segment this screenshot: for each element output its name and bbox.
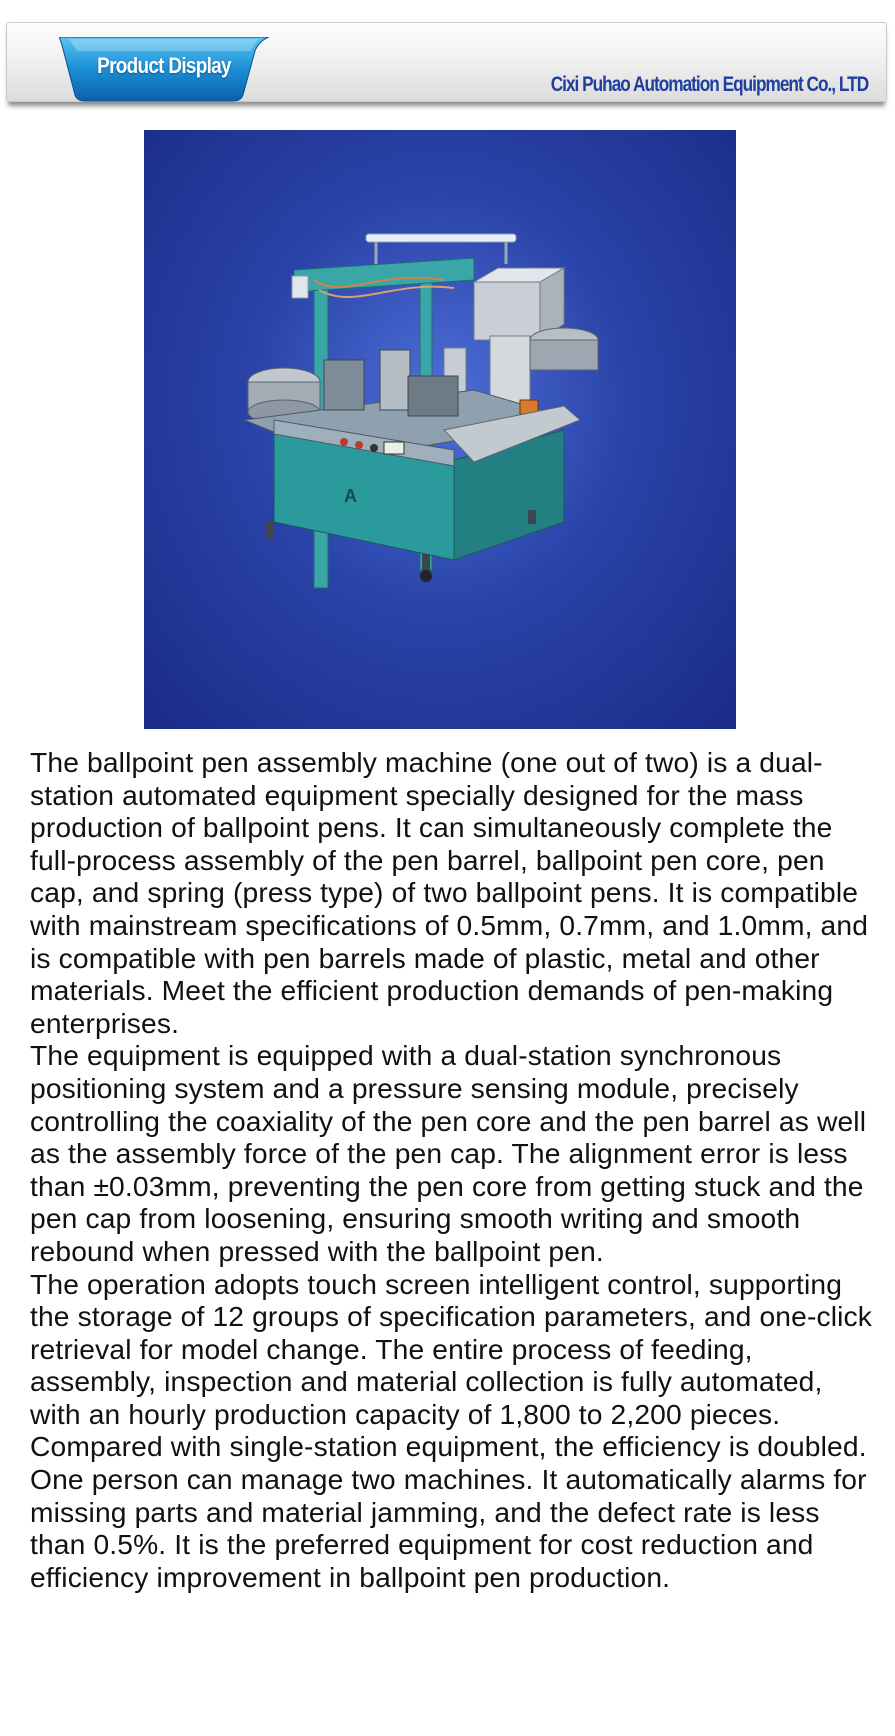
product-display-tab xyxy=(59,37,269,103)
product-image xyxy=(144,130,736,729)
svg-text:A: A xyxy=(344,486,357,506)
header-banner xyxy=(6,22,887,102)
tab-label: Product Display xyxy=(97,53,231,78)
company-name: Cixi Puhao Automation Equipment Co., LTD xyxy=(550,73,868,96)
machine-illustration xyxy=(144,130,736,729)
description-paragraph: The equipment is equipped with a dual-station synchronous positioning system and a pressure sensing module, precisely controlling the coaxiality of the pen core and the pen barrel as well as the assembly force of the pen cap. The alignment error is less than ±0.03mm, preventing the pen core from getting stuck and the pen cap from loosening, ensuring smooth writing and smooth rebound when pressed with the ballpoint pen. xyxy=(30,1039,867,1267)
description-paragraph: The operation adopts touch screen intelligent control, supporting the storage of 12 groups of specification parameters, and one-click retrieval for model change. The entire process of feeding, assembly, inspection and material collection is fully automated, with an hourly production capacity of 1,800 to 2,200 pieces. Compared with single-station equipment, the efficiency is doubled. One person can manage two machines. It automatically alarms for missing parts and material jamming, and the defect rate is less than 0.5%. It is the preferred equipment for cost reduction and efficiency improvement in ballpoint pen production. xyxy=(30,1267,873,1593)
description-paragraph: The ballpoint pen assembly machine (one out of two) is a dual-station automated equipment specially designed for the mass production of ballpoint pens. It can simultaneously complete the full-process assembly of the pen barrel, ballpoint pen core, pen cap, and spring (press type) of two ballpoint pens. It is compatible with mainstream specifications of 0.5mm, 0.7mm, and 1.0mm, and is compatible with pen barrels made of plastic, metal and other materials. Meet the efficient production demands of pen-making enterprises. xyxy=(30,746,869,1039)
product-description xyxy=(30,746,880,1593)
